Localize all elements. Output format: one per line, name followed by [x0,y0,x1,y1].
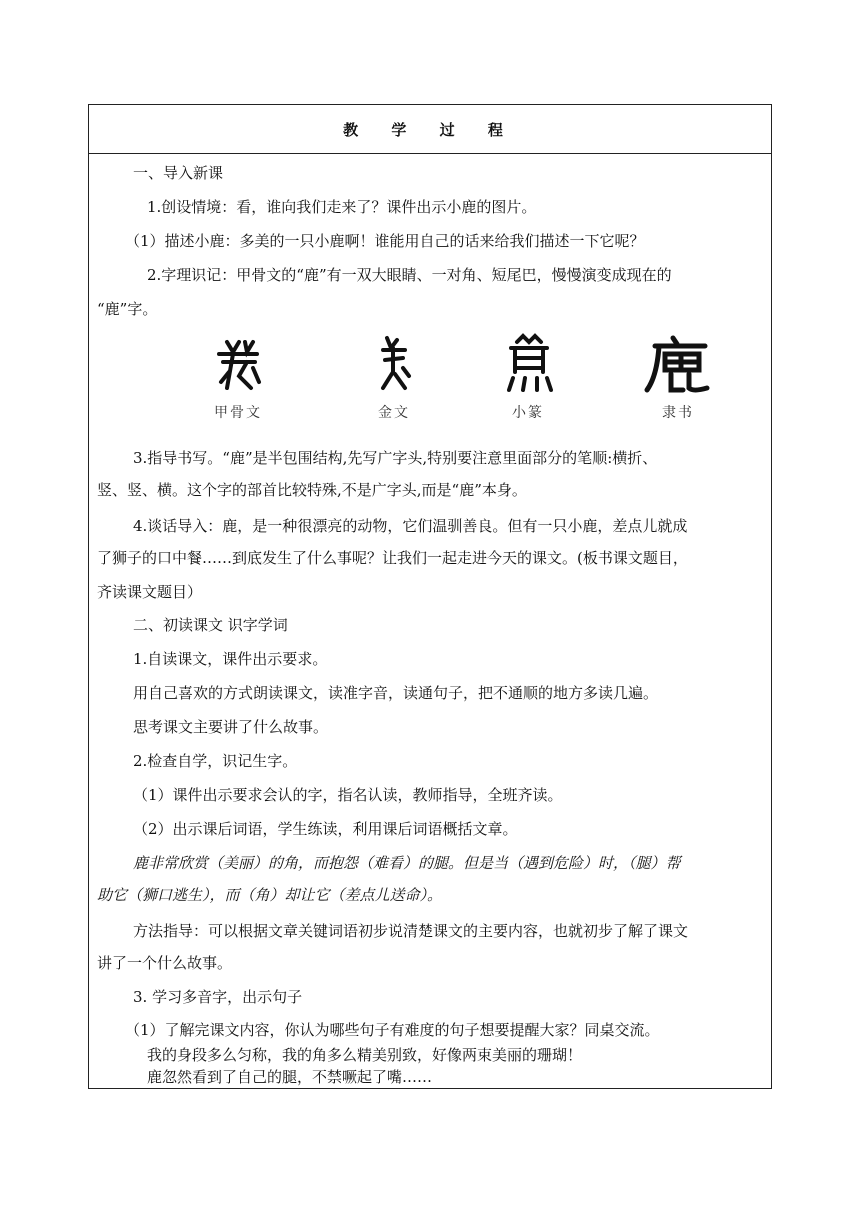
paragraph-line: 3. 学习多音字，出示句子 [133,988,303,1006]
glyph-caption: 甲骨文 [214,405,262,421]
script-bronze [349,332,439,422]
bronze-deer-icon [349,332,439,396]
quote-line: 我的身段多么匀称，我的角多么精美别致，好像两束美丽的珊瑚！ [147,1046,583,1064]
paragraph-line: 3.指导书写。“鹿”是半包围结构,先写广字头,特别要注意里面部分的笔顺:横折、 [133,449,658,467]
paragraph-line: 用自己喜欢的方式朗读课文，读准字音，读通句子，把不通顺的地方多读几遍。 [133,684,659,702]
summary-line: 鹿非常欣赏（美丽）的角，而抱怨（难看）的腿。但是当（遇到危险）时，（腿）帮 [133,854,681,872]
paragraph-line: 2.字理识记：甲骨文的“鹿”有一双大眼睛、一对角、短尾巴，慢慢演变成现在的 [147,266,672,284]
glyph-caption: 小篆 [512,405,544,421]
paragraph-line: 1.自读课文，课件出示要求。 [133,650,328,668]
section-heading-1: 一、导入新课 [133,164,224,182]
paragraph-line: （1）了解完课文内容，你认为哪些句子有难度的句子想要提醒大家？同桌交流。 [125,1021,660,1039]
paragraph-line: 方法指导：可以根据文章关键词语初步说清楚课文的主要内容，也就初步了解了课文 [133,922,689,940]
oracle-bone-deer-icon [193,332,283,396]
section-heading-2: 二、初读课文 识字学词 [133,616,288,634]
paragraph-line: 思考课文主要讲了什么故事。 [133,718,329,736]
script-clerical [633,332,723,422]
seal-deer-icon [483,332,573,396]
paragraph-line: 了狮子的口中餐……到底发生了什么事呢？让我们一起走进今天的课文。(板书课文题目， [97,549,688,567]
paragraph-line: （1）描述小鹿：多美的一只小鹿啊！谁能用自己的话来给我们描述一下它呢？ [125,232,645,250]
deer-script-evolution [89,332,773,432]
paragraph-line: “鹿”字。 [97,300,158,318]
paragraph-line: 4.谈话导入：鹿，是一种很漂亮的动物，它们温驯善良。但有一只小鹿，差点儿就成 [133,517,688,535]
summary-line: 助它（狮口逃生），而（角）却让它（差点儿送命）。 [97,886,443,904]
glyph-caption: 隶书 [662,405,694,421]
paragraph-line: 齐读课文题目） [97,583,203,601]
paragraph-line: 1.创设情境：看，谁向我们走来了？课件出示小鹿的图片。 [147,198,537,216]
quote-line: 鹿忽然看到了自己的腿，不禁噘起了嘴…… [147,1068,433,1086]
paragraph-line: 竖、竖、横。这个字的部首比较特殊,不是广字头,而是“鹿”本身。 [97,481,527,499]
lesson-table [88,104,772,1089]
glyph-caption: 金文 [378,405,410,421]
clerical-deer-icon [633,332,723,396]
paragraph-line: 2.检查自学，识记生字。 [133,752,298,770]
table-header [89,105,771,154]
paragraph-line: 讲了一个什么故事。 [97,954,233,972]
script-oracle [193,332,283,422]
paragraph-line: （2）出示课后词语，学生练读，利用课后词语概括文章。 [133,820,518,838]
table-title: 教 学 过 程 [343,120,517,139]
script-seal [483,332,573,422]
paragraph-line: （1）课件出示要求会认的字，指名认读，教师指导，全班齐读。 [133,786,563,804]
